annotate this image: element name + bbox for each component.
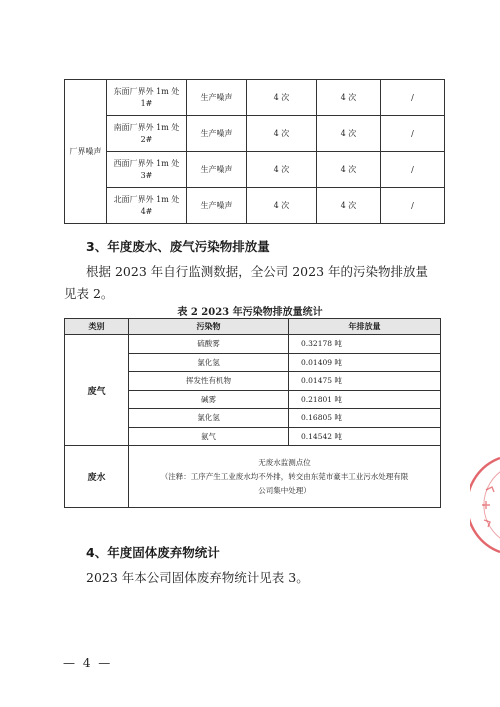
monitoring-item-cell: 生产噪声 bbox=[187, 80, 247, 116]
page-number: — 4 — bbox=[63, 656, 113, 670]
column-header-category: 类别 bbox=[65, 319, 129, 335]
water-note-line-3: 公司集中处理） bbox=[258, 485, 311, 495]
frequency-cell: 4 次 bbox=[317, 188, 381, 224]
pollutant-cell: 硫酸雾 bbox=[129, 335, 289, 354]
remark-cell: / bbox=[381, 116, 445, 152]
frequency-cell: 4 次 bbox=[317, 80, 381, 116]
amount-cell: 0.01475 吨 bbox=[289, 372, 441, 391]
amount-cell: 0.01409 吨 bbox=[289, 353, 441, 372]
table-2-caption: 表 2 2023 年污染物排放量统计 bbox=[177, 307, 323, 318]
column-header-pollutant: 污染物 bbox=[129, 319, 289, 335]
frequency-cell: 4 次 bbox=[247, 116, 317, 152]
monitoring-point-cell: 北面厂界外 1m 处 4# bbox=[107, 188, 187, 224]
noise-monitoring-table bbox=[64, 79, 445, 224]
amount-cell: 0.32178 吨 bbox=[289, 335, 441, 354]
table-header-row bbox=[65, 319, 441, 335]
frequency-cell: 4 次 bbox=[247, 152, 317, 188]
section-4-paragraph: 2023 年本公司固体废弃物统计见表 3。 bbox=[86, 570, 309, 585]
section-4-heading: 4、年度固体废弃物统计 bbox=[86, 545, 220, 560]
table-row bbox=[65, 446, 441, 508]
monitoring-point-cell: 东面厂界外 1m 处 1# bbox=[107, 80, 187, 116]
amount-cell: 0.21801 吨 bbox=[289, 390, 441, 409]
table-row bbox=[65, 335, 441, 354]
table-row bbox=[65, 116, 445, 152]
pollutant-cell: 氯化氢 bbox=[129, 409, 289, 428]
gas-category-cell: 废气 bbox=[65, 335, 129, 446]
monitoring-item-cell: 生产噪声 bbox=[187, 116, 247, 152]
remark-cell: / bbox=[381, 80, 445, 116]
table-row bbox=[65, 188, 445, 224]
section-3-heading: 3、年度废水、废气污染物排放量 bbox=[86, 239, 270, 254]
water-note-cell bbox=[129, 446, 441, 508]
table-row bbox=[65, 152, 445, 188]
frequency-cell: 4 次 bbox=[317, 152, 381, 188]
pollutant-cell: 挥发性有机物 bbox=[129, 372, 289, 391]
amount-cell: 0.16805 吨 bbox=[289, 409, 441, 428]
water-note-line-2: （注释：工序产生工业废水均不外排，转交由东莞市豪丰工业污水处理有限 bbox=[160, 471, 409, 481]
section-3-paragraph-line-2: 见表 2。 bbox=[64, 286, 114, 301]
column-header-annual-emission: 年排放量 bbox=[289, 319, 441, 335]
frequency-cell: 4 次 bbox=[247, 188, 317, 224]
pollutant-cell: 氯化氢 bbox=[129, 353, 289, 372]
company-seal-icon bbox=[470, 450, 500, 560]
remark-cell: / bbox=[381, 152, 445, 188]
table-row bbox=[65, 80, 445, 116]
frequency-cell: 4 次 bbox=[247, 80, 317, 116]
pollutant-cell: 氨气 bbox=[129, 427, 289, 446]
noise-category-label: 厂界噪声 bbox=[69, 146, 102, 156]
emission-table bbox=[64, 318, 441, 508]
water-note-line-1: 无废水监测点位 bbox=[258, 457, 311, 467]
monitoring-point-cell: 南面厂界外 1m 处 2# bbox=[107, 116, 187, 152]
section-3-paragraph-line-1: 根据 2023 年自行监测数据，全公司 2023 年的污染物排放量 bbox=[86, 264, 429, 279]
monitoring-item-cell: 生产噪声 bbox=[187, 188, 247, 224]
amount-cell: 0.14542 吨 bbox=[289, 427, 441, 446]
monitoring-item-cell: 生产噪声 bbox=[187, 152, 247, 188]
frequency-cell: 4 次 bbox=[317, 116, 381, 152]
pollutant-cell: 碱雾 bbox=[129, 390, 289, 409]
noise-category-cell bbox=[65, 80, 107, 224]
water-category-cell: 废水 bbox=[65, 446, 129, 508]
monitoring-point-cell: 西面厂界外 1m 处 3# bbox=[107, 152, 187, 188]
remark-cell: / bbox=[381, 188, 445, 224]
